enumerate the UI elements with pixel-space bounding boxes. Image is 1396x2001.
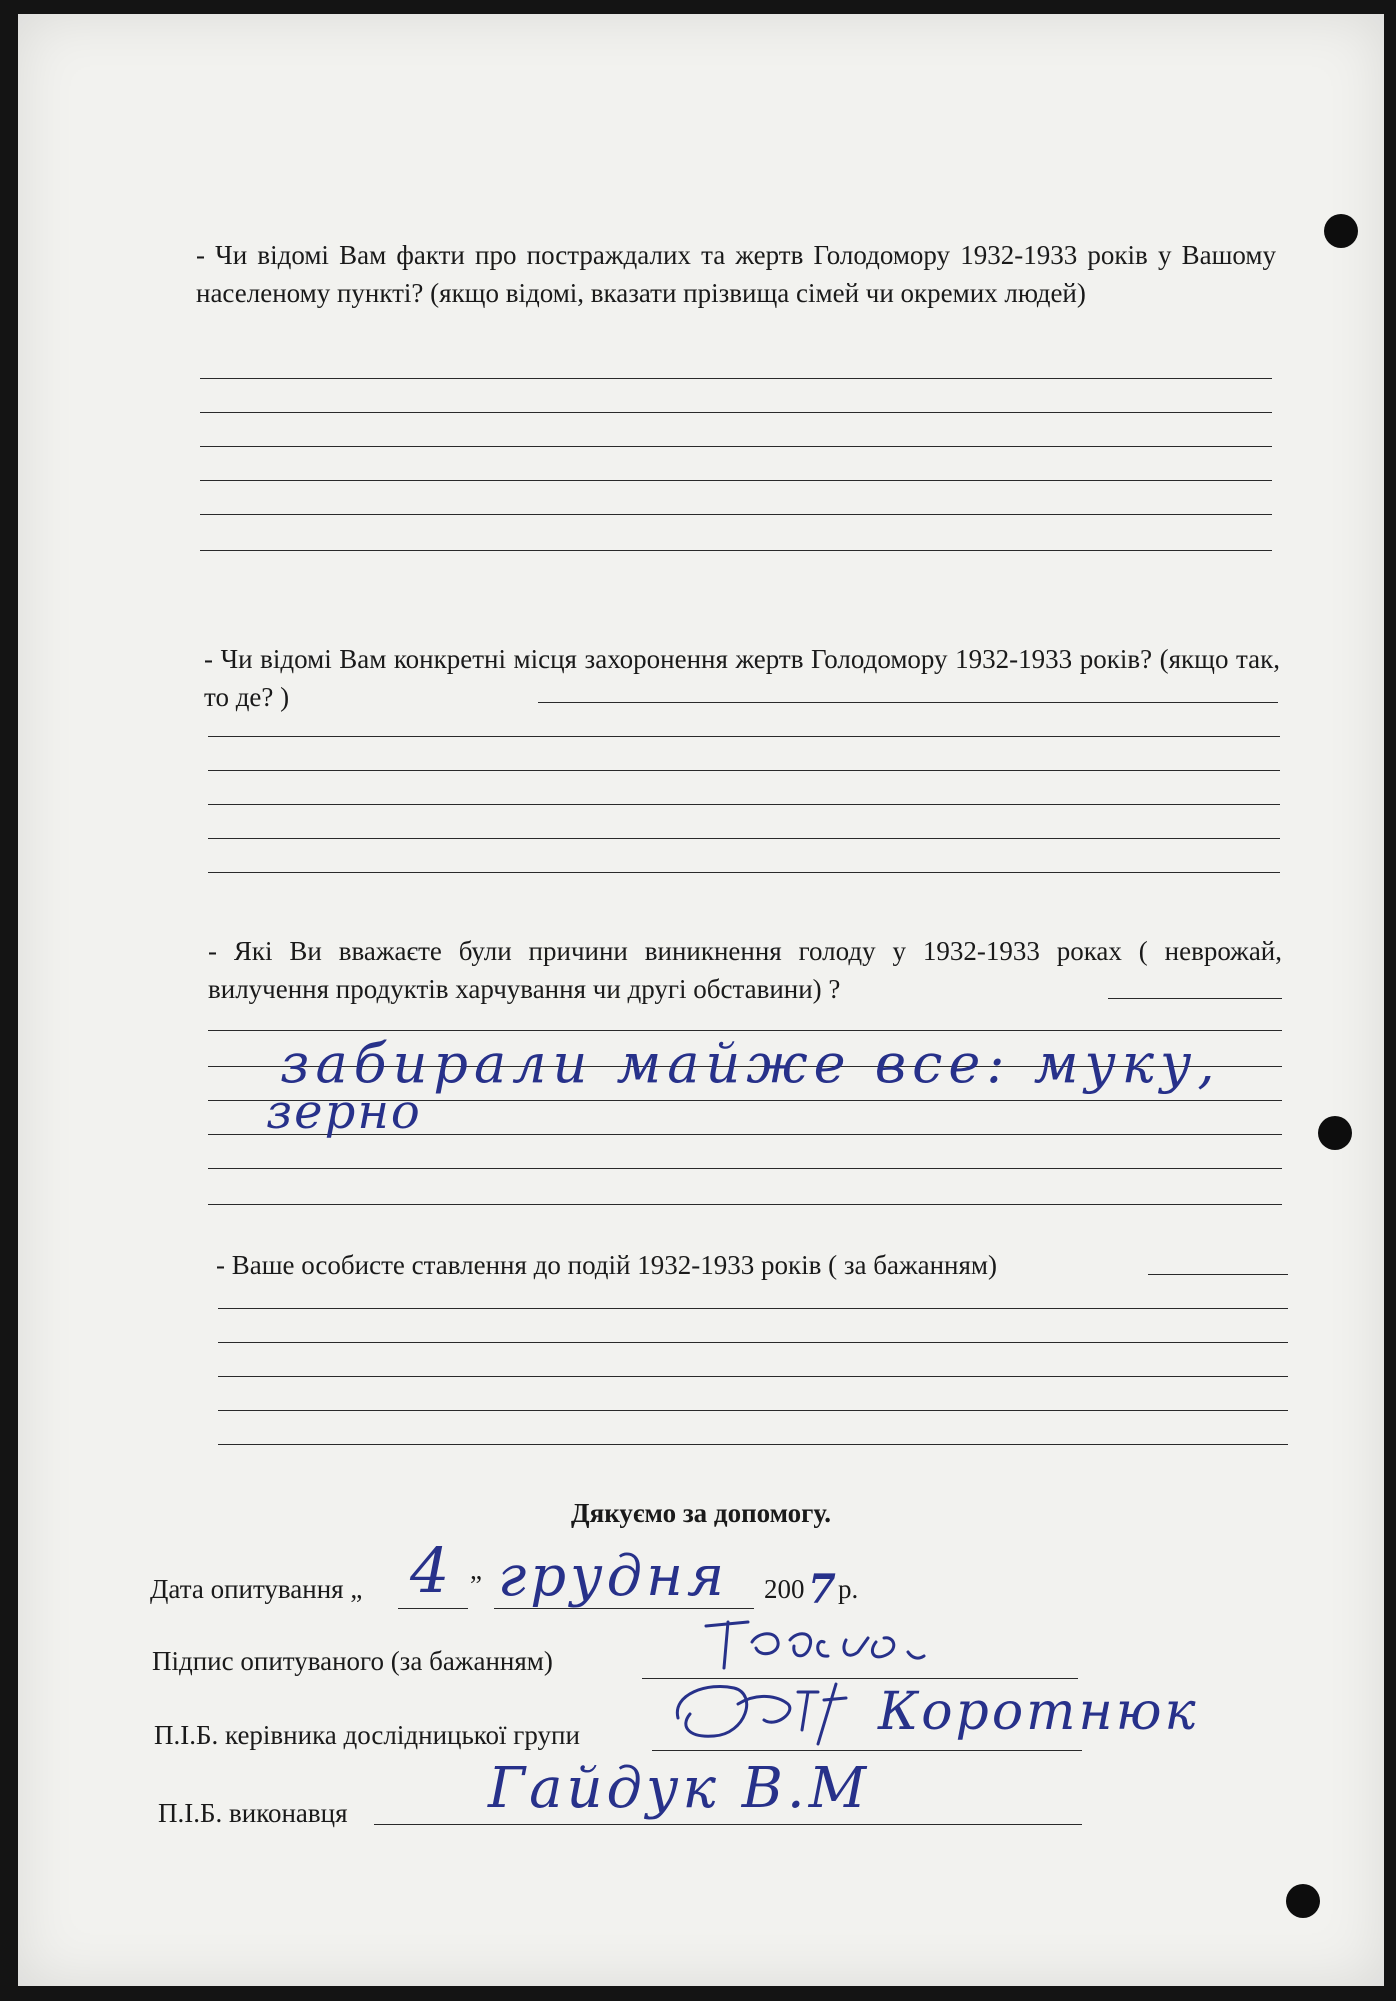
executor-label: П.І.Б. виконавця [158,1798,348,1828]
answer-line [200,514,1272,515]
answer-line [218,1444,1288,1445]
handwritten-answer-line-1: забирали майже все: муку, [280,1032,1221,1095]
answer-blank-inline [1148,1274,1288,1275]
questionnaire-page [18,14,1384,1986]
question-3-text: - Які Ви вважаєте були причини виникнення голоду у 1932-1933 роках ( неврожай, вилучення продуктів харчування чи другі обставини) ? [208,936,1282,1004]
executor-name-handwritten: Гайдук В.М [488,1756,871,1821]
answer-line [208,872,1280,873]
date-year-prefix: 200 [764,1574,805,1604]
leader-name-handwritten: Коротнюк [878,1682,1199,1742]
executor-blank [374,1824,1082,1825]
date-day-handwritten: 4 [410,1534,450,1607]
leader-signature-image [668,1674,858,1754]
answer-line [200,480,1272,481]
answer-line [218,1376,1288,1377]
answer-line [208,1030,1282,1031]
answer-blank-inline [538,702,1278,703]
answer-line [218,1308,1288,1309]
answer-line [200,412,1272,413]
answer-line [218,1342,1288,1343]
respondent-signature [698,1612,1018,1676]
answer-line [200,378,1272,379]
answer-line [208,736,1280,737]
answer-line [208,770,1280,771]
date-year-digit-handwritten: 7 [808,1566,836,1613]
respondent-signature-image [698,1612,1018,1676]
answer-blank-inline [1108,998,1282,999]
date-year-suffix: р. [838,1574,859,1604]
question-2-text: - Чи відомі Вам конкретні місця захоронення жертв Голодомору 1932-1933 років? (якщо так, то де? ) [204,644,1280,712]
signature-label: Підпис опитуваного (за бажанням) [152,1646,553,1676]
answer-line [208,1204,1282,1205]
question-1-text: - Чи відомі Вам факти про постраждалих та жертв Голодомору 1932-1933 років у Вашому населеному пункті? (якщо відомі, вказати прізвища сімей чи окремих людей) [196,240,1276,308]
binder-hole-bottom [1286,1884,1320,1918]
date-day-blank [398,1608,468,1609]
question-4-text: - Ваше особисте ставлення до подій 1932-1933 років ( за бажанням) [216,1250,997,1280]
binder-hole-middle [1318,1116,1352,1150]
date-close-quote: ” [470,1570,482,1600]
answer-line [200,550,1272,551]
answer-line [200,446,1272,447]
answer-line [208,838,1280,839]
answer-line [208,1168,1282,1169]
leader-signature [668,1674,858,1754]
date-month-handwritten: грудня [498,1544,729,1609]
thanks-heading: Дякуємо за допомогу. [571,1498,831,1528]
answer-line [218,1410,1288,1411]
leader-label: П.І.Б. керівника дослідницької групи [154,1720,580,1750]
binder-hole-top [1324,214,1358,248]
date-label: Дата опитування „ [150,1574,363,1604]
handwritten-answer-line-2: зерно [266,1084,422,1140]
answer-line [208,804,1280,805]
